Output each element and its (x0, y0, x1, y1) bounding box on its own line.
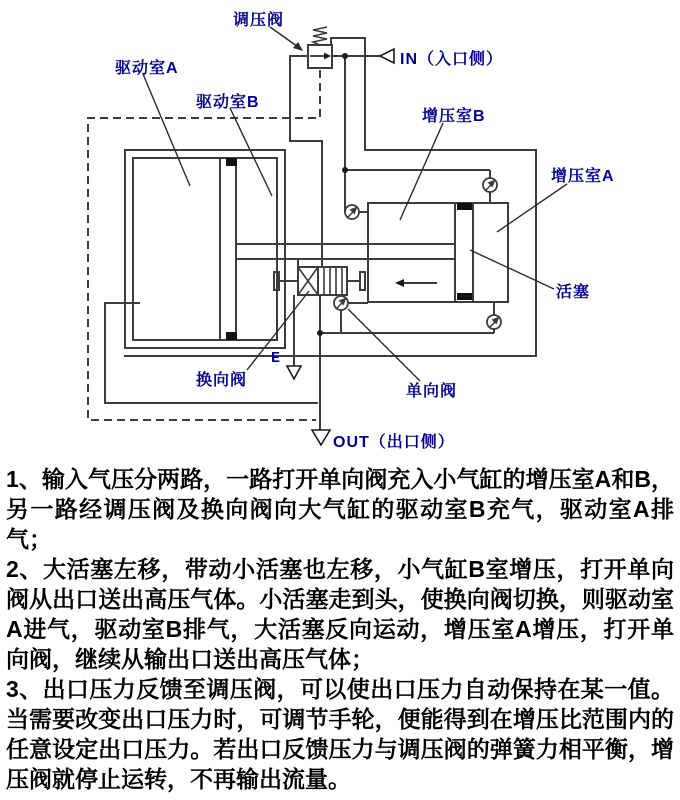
description-paragraph-3: 3、出口压力反馈至调压阀，可以使出口压力自动保持在某一值。当需要改变出口压力时，可调节手轮，便能得到在增压比范围内的任意设定出口压力。若出口反馈压力与调压阀的弹簧力相平衡，增压阀就停止运转，不再输出流量。 (6, 676, 674, 792)
label-check-valve: 单向阀 (406, 383, 458, 400)
check-valve-3 (334, 296, 348, 310)
outer-pipe-loop (124, 38, 536, 356)
label-boost-chamber-a: 增压室A (551, 168, 615, 185)
regulator-spring-icon (313, 27, 327, 45)
label-directional-valve: 换向阀 (196, 372, 248, 389)
directional-valve-right-handle (360, 272, 365, 290)
piston-seals (226, 158, 472, 340)
label-drive-chamber-a: 驱动室A (115, 60, 179, 77)
check-valve-1 (345, 205, 359, 219)
description-text (0, 462, 680, 796)
label-drive-chamber-b: 驱动室B (196, 94, 260, 111)
in-port-icon (380, 49, 394, 63)
regulator-arrow-icon (310, 53, 331, 60)
regulator-to-valve-pipe (290, 56, 322, 267)
label-piston: 活塞 (556, 284, 591, 301)
branch-to-cv2 (345, 170, 490, 203)
label-in-port: IN（入口侧） (400, 51, 504, 68)
drive-cylinder-outer (125, 150, 285, 348)
booster-piston (455, 203, 473, 302)
label-regulator: 调压阀 (233, 12, 285, 29)
label-boost-chamber-b: 增压室B (422, 108, 486, 125)
check-valve-2 (483, 178, 497, 192)
check-valve-4 (487, 315, 501, 329)
description-paragraph-1: 1、输入气压分两路，一路打开单向阀充入小气缸的增压室A和B，另一路经调压阀及换向阀向大气缸的驱动室B充气，驱动室A排气； (6, 466, 674, 552)
label-exhaust: E (271, 350, 281, 367)
out-port-icon (312, 430, 330, 445)
booster-cylinder (368, 203, 508, 302)
exhaust-icon (287, 366, 301, 379)
motion-arrow-head (395, 279, 404, 287)
drive-piston (220, 158, 236, 340)
description-paragraph-2: 2、大活塞左移，带动小活塞也左移，小气缸B室增压，打开单向阀从出口送出高压气体。小活塞走到头，使换向阀切换，则驱动室A进气，驱动室B排气，大活塞反向运动，增压室A增压，打开单向阀，继续从输出口送出高压气体； (6, 556, 674, 672)
label-out-port: OUT（出口侧） (333, 434, 455, 451)
drive-cylinder-inner (133, 158, 277, 340)
piston-rod (236, 244, 455, 259)
